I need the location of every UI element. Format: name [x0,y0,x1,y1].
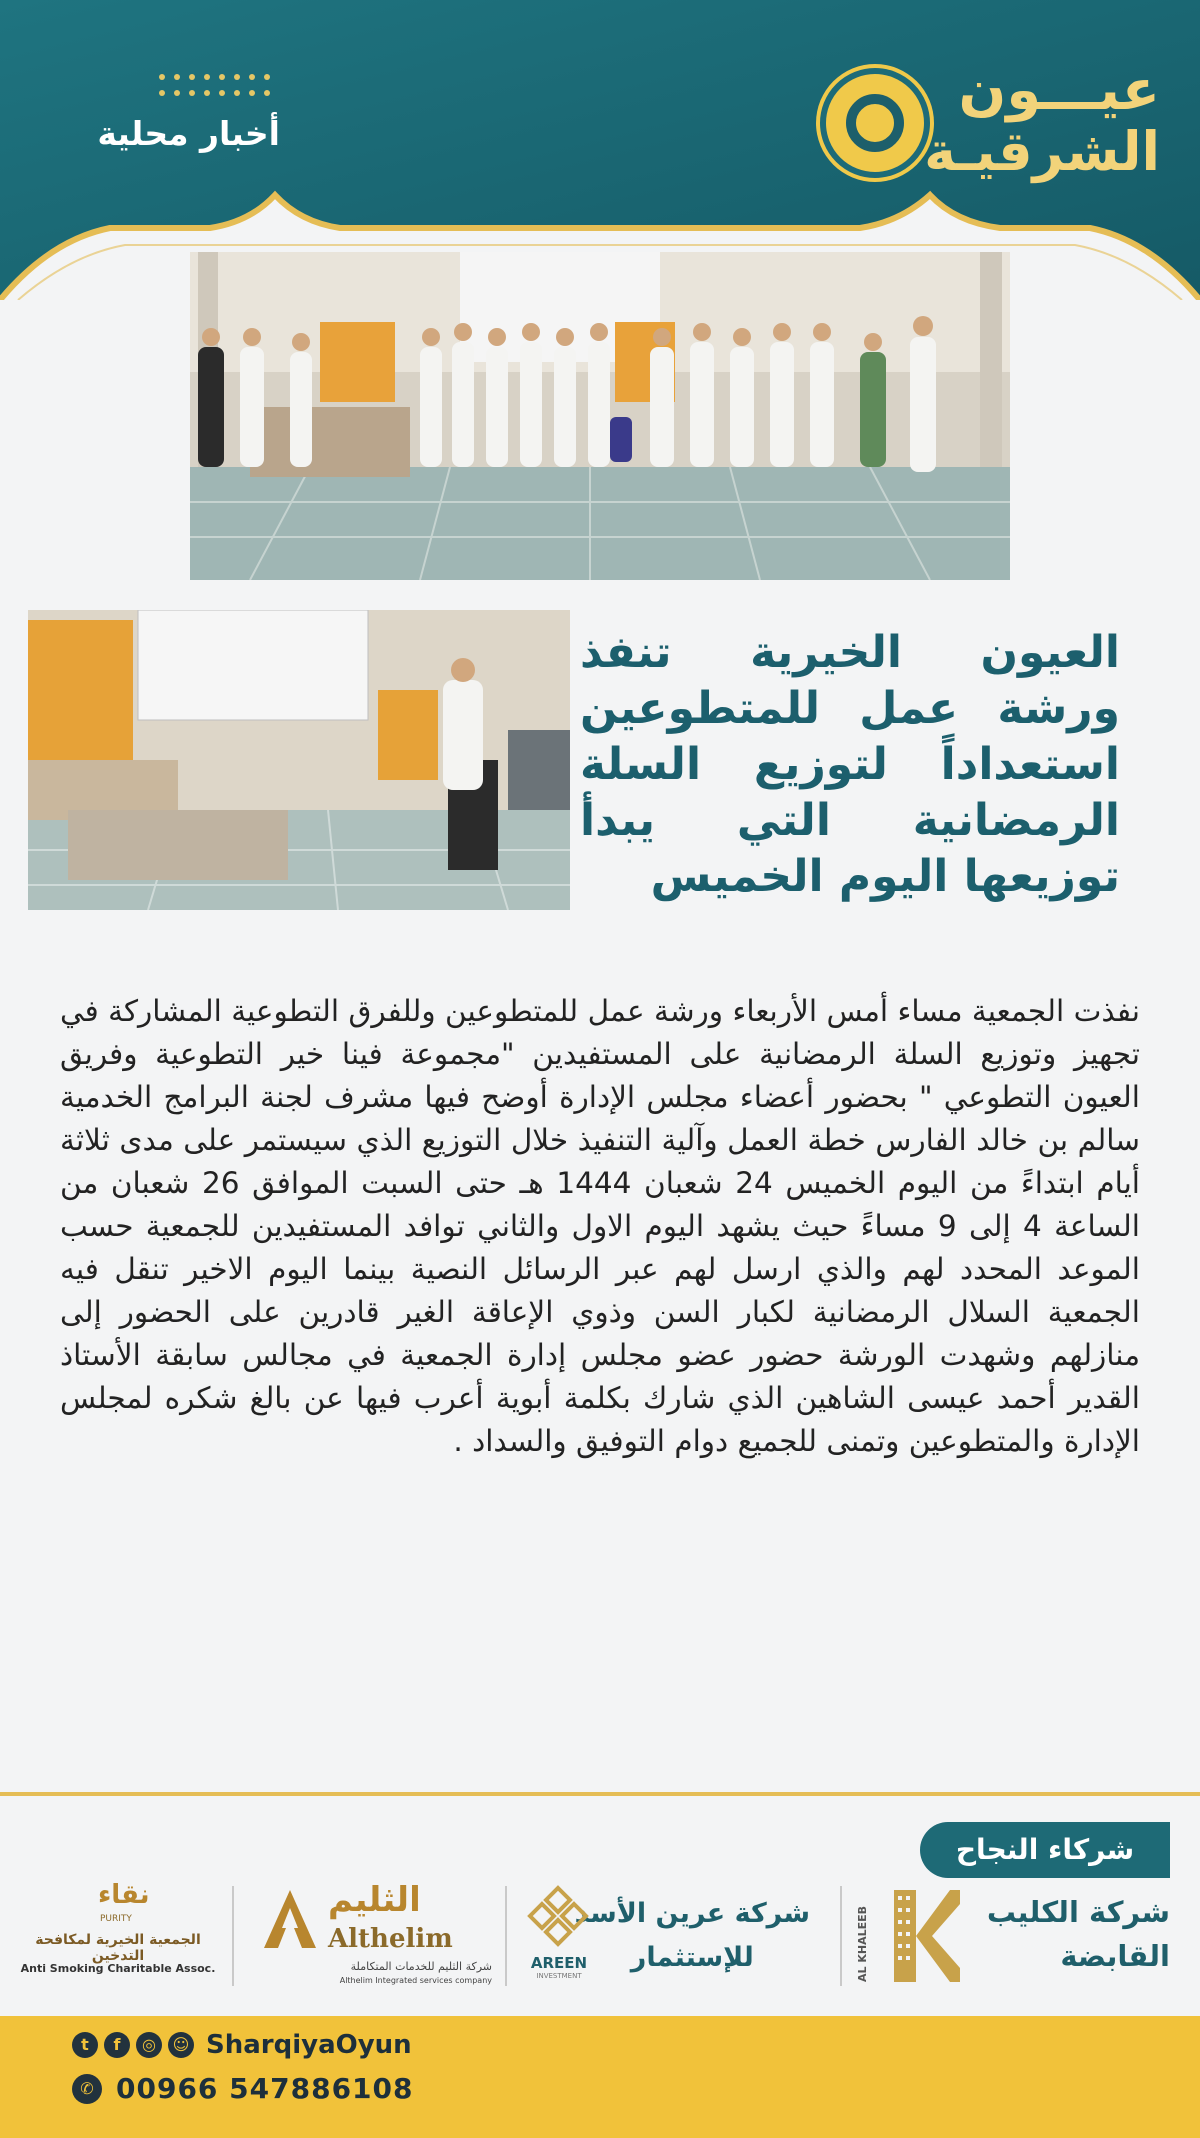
partner-tagline-ar: شركة الثليم للخدمات المتكاملة [350,1960,492,1973]
purity-logo-icon: نقاء [98,1880,150,1910]
phone-number[interactable]: 00966 547886108 [116,2072,414,2105]
partner-latin-small: INVESTMENT [536,1972,582,1980]
social-handle[interactable]: SharqiyaOyun [206,2030,412,2060]
twitter-icon[interactable]: t [72,2032,98,2058]
workshop-photo [28,610,570,910]
decorative-dots [80,74,280,80]
footer [0,2016,1200,2138]
brand-line-2: الشرقيـة [924,120,1160,183]
partner-purity [18,1880,218,2000]
brand-line-1: عيـــون [958,58,1160,123]
partner-divider [505,1886,507,1986]
section-label-block [80,74,280,153]
instagram-icon[interactable]: ◎ [136,2032,162,2058]
partner-latin: Althelim [328,1924,453,1954]
partners-row [0,1880,1200,2000]
k-building-logo-icon [870,1886,960,1986]
snapchat-icon[interactable]: ☺ [168,2032,194,2058]
partner-name: شركة عرين الأسد [574,1898,810,1929]
footer-social-row [72,2030,412,2060]
partner-name-line-2: القابضة [1060,1939,1170,1973]
althelim-a-logo-icon [262,1888,318,1950]
partner-al-khaleeb [856,1880,1170,2000]
group-photo [190,252,1010,580]
areen-pattern-logo-icon [526,1884,590,1948]
footer-phone-row [72,2072,414,2105]
article-body: نفذت الجمعية مساء أمس الأربعاء ورشة عمل للمتطوعين وللفرق التطوعية المشاركة في تجهيز وتوزيع السلة الرمضانية على المستفيدين "مجموعة فينا خير التطوعية وفريق العيون التطوعي " بحضور أعضاء مجلس الإدارة أوضح فيها مشرف لجنة البرامج الخدمية سالم بن خالد الفارس خطة العمل وآلية التنفيذ خلال التوزيع الذي سيستمر على مدى ثلاثة أيام ابتداءً من اليوم الخميس 24 شعبان 1444 هـ حتى السبت الموافق 26 شعبان من الساعة 4 إلى 9 مساءً حيث يشهد اليوم الاول والثاني توافد المستفيدين للجمعية حسب الموعد المحدد لهم والذي ارسل لهم عبر الرسائل النصية بينما اليوم الاخير تنقل فيه الجمعية السلال الرمضانية لكبار السن وذوي الإعاقة الغير قادرين على الحضور إلى منازلهم وشهدت الورشة حضور عضو مجلس إدارة الجمعية في مجالس سابقة الأستاذ القدير أحمد عيسى الشاهين الذي شارك بكلمة أبوية أعرب فيها عن بالغ شكره لمجلس الإدارة والمتطوعين وتمنى للجميع دوام التوفيق والسداد . [60,994,1141,1458]
facebook-icon[interactable]: f [104,2032,130,2058]
partner-althelim [262,1880,492,2000]
partner-areen [520,1880,820,2000]
partner-divider [840,1886,842,1986]
section-label: أخبار محلية [97,114,280,153]
partner-name-line-2: للإستثمار [630,1942,754,1973]
partner-name: شركة الكليب [986,1895,1170,1929]
partner-latin: AL KHALEEB [856,1905,869,1982]
eye-ring-logo-icon [820,68,930,178]
partner-tagline-ar: الجمعية الخيرية لمكافحة التدخين [35,1932,201,1964]
partners-title: شركاء النجاح [920,1822,1170,1878]
brand-name [924,60,1160,182]
brand [760,58,1160,183]
partner-tagline-en: Althelim Integrated services company [339,1976,492,1985]
decorative-dots [80,90,280,96]
partner-latin: AREEN [530,1954,588,1972]
partner-name: الثليم [328,1880,421,1920]
partners-divider [0,1792,1200,1796]
article-headline: العيون الخيرية تنفذ ورشة عمل للمتطوعين استعداداً لتوزيع السلة الرمضانية التي يبدأ توزيعها اليوم الخميس [580,627,1120,902]
partner-divider [232,1886,234,1986]
partner-tagline-en: Anti Smoking Charitable Assoc. [20,1962,216,1975]
whatsapp-icon[interactable]: ✆ [72,2074,102,2104]
partner-latin-small: PURITY [100,1914,132,1924]
